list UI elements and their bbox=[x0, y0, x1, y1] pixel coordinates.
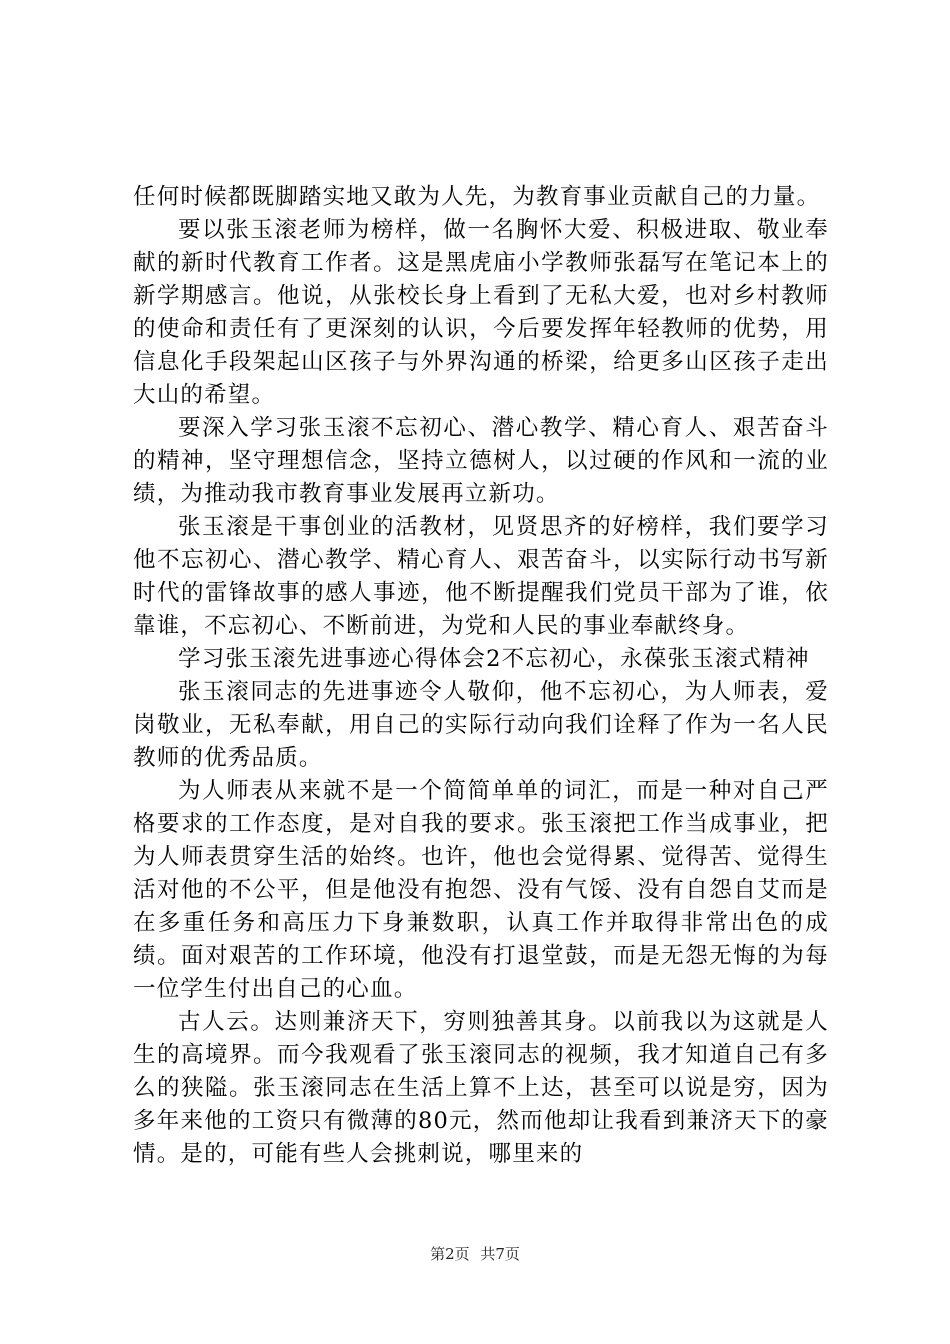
paragraph: 要以张玉滚老师为榜样，做一名胸怀大爱、积极进取、敬业奉献的新时代教育工作者。这是黑虎庙小学教师张磊写在笔记本上的新学期感言。他说，从张校长身上看到了无私大爱，也对乡村教师的使命和责任有了更深刻的认识，今后要发挥年轻教师的优势，用信息化手段架起山区孩子与外界沟通的桥梁，给更多山区孩子走出大山的希望。 bbox=[133, 217, 829, 408]
paragraph: 要深入学习张玉滚不忘初心、潜心教学、精心育人、艰苦奋斗的精神，坚守理想信念，坚持立德树人，以过硬的作风和一流的业绩，为推动我市教育事业发展再立新功。 bbox=[133, 415, 829, 507]
page-number: 第2页 bbox=[430, 1245, 470, 1263]
paragraph: 张玉滚是干事创业的活教材，见贤思齐的好榜样，我们要学习他不忘初心、潜心教学、精心育人、艰苦奋斗，以实际行动书写新时代的雷锋故事的感人事迹，他不断提醒我们党员干部为了谁，依靠谁，不忘初心、不断前进，为党和人民的事业奉献终身。 bbox=[133, 514, 829, 639]
section-heading: 学习张玉滚先进事迹心得体会2不忘初心，永葆张玉滚式精神 bbox=[178, 646, 810, 672]
document-body bbox=[133, 181, 829, 1171]
paragraph: 张玉滚同志的先进事迹令人敬仰，他不忘初心，为人师表，爱岗敬业，无私奉献，用自己的实际行动向我们诠释了作为一名人民教师的优秀品质。 bbox=[133, 679, 829, 771]
page-total: 共7页 bbox=[480, 1245, 520, 1263]
paragraph: 古人云。达则兼济天下，穷则独善其身。以前我以为这就是人生的高境界。而今我观看了张玉滚同志的视频，我才知道自己有多么的狭隘。张玉滚同志在生活上算不上达，甚至可以说是穷，因为多年来他的工资只有微薄的80元，然而他却让我看到兼济天下的豪情。是的，可能有些人会挑刺说，哪里来的 bbox=[133, 1009, 829, 1167]
paragraph-continuation: 任何时候都既脚踏实地又敢为人先，为教育事业贡献自己的力量。 bbox=[133, 184, 821, 210]
page-footer bbox=[0, 1244, 950, 1264]
paragraph: 为人师表从来就不是一个简简单单的词汇，而是一种对自己严格要求的工作态度，是对自我的要求。张玉滚把工作当成事业，把为人师表贯穿生活的始终。也许，他也会觉得累、觉得苦、觉得生活对他的不公平，但是他没有抱怨、没有气馁、没有自怨自艾而是在多重任务和高压力下身兼数职，认真工作并取得非常出色的成绩。面对艰苦的工作环境，他没有打退堂鼓，而是无怨无悔的为每一位学生付出自己的心血。 bbox=[133, 778, 829, 1002]
